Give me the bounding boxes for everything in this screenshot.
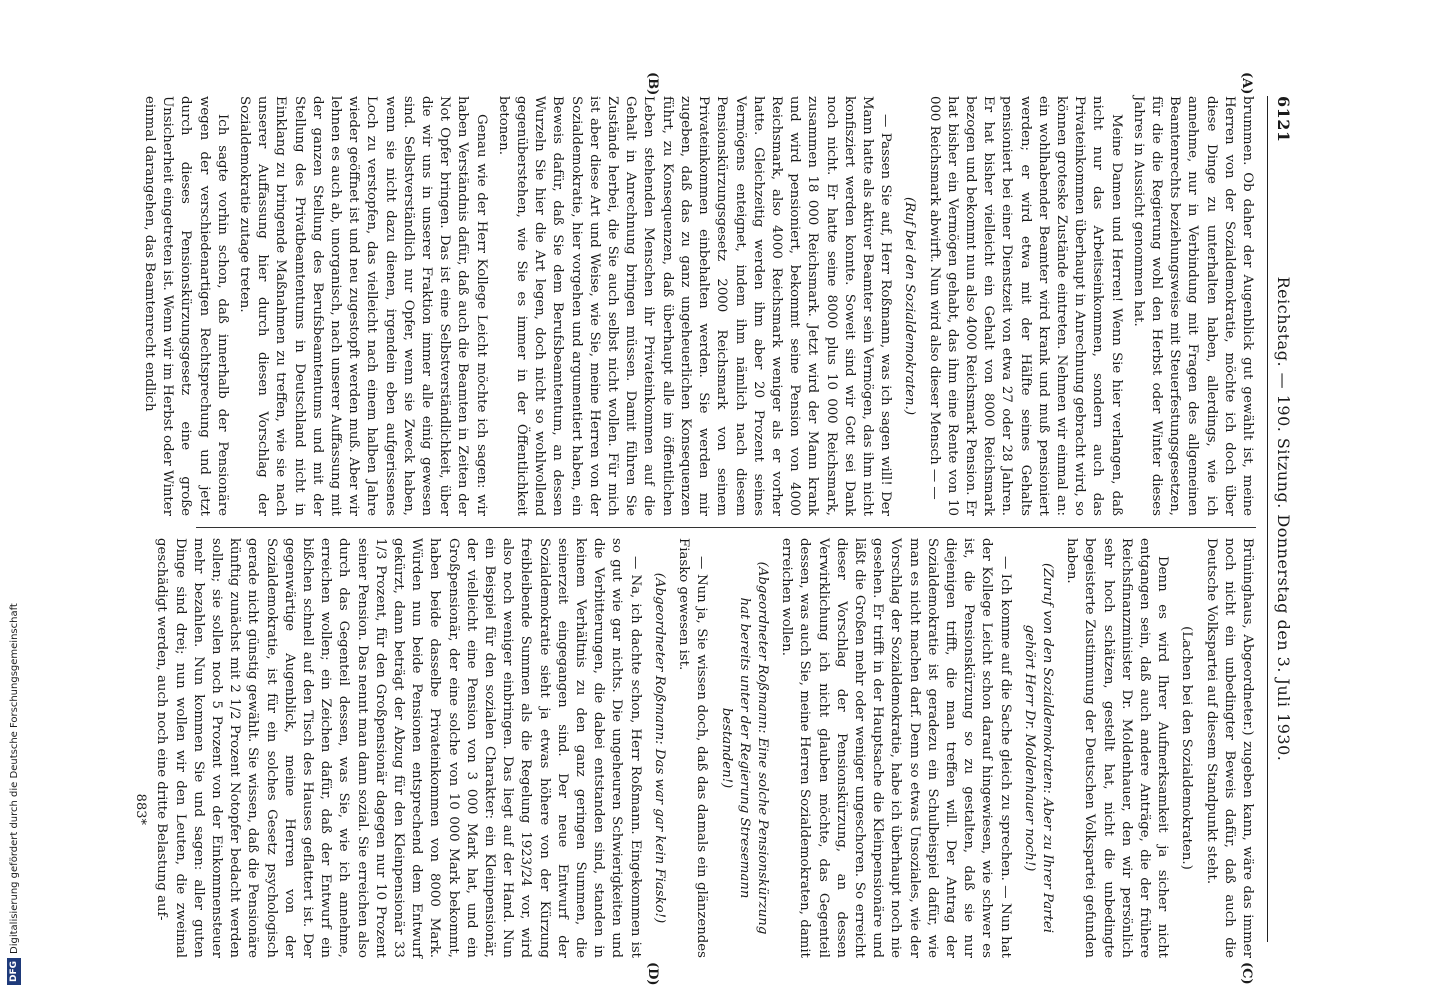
paragraph: Meine Damen und Herren! Wenn Sie hier verlangen, daß nicht nur das Arbeitseinkommen, sondern auch das Privateinkommen überhaupt in Anrechnung gebracht wird, so können groteske Zustände eintreten. Nehmen wir einmal an: ein wohlhabender Beamter wird krank und muß pensioniert werden; er wird etwa mit der Hälfte seines Gehalts pensioniert bei einer Dienstzeit von etwa 27 oder 28 Jahren. Er hat bisher vielleicht ein Gehalt von 8000 Reichsmark bezogen und bekommt nun also 4000 Reichsmark Pension. Er hat bisher ein Vermögen gehabt, das ihm eine Rente von 10 000 Reichsmark abwirft. Nun wird also dieser Mensch — — xyxy=(926,96,1124,516)
interjection-note: (Abgeordneter Roßmann: Eine solche Pensionskürzung hat bereits unter der Regierung Stresemann bestanden!) xyxy=(718,561,770,935)
paragraph: — Nun ja, Sie wissen doch, daß das damals ein glänzendes Fiasko gewesen ist. xyxy=(676,538,710,958)
digitization-credit xyxy=(0,0,22,1000)
header-page-number: 6121 xyxy=(1274,96,1293,143)
interjection-note: (Abgeordneter Roßmann: Das war gar kein Fiasko!) xyxy=(651,572,667,924)
paragraph: Genau wie der Herr Kollege Leicht möchte ich sagen: wir haben Verständnis dafür, daß auch die Beamten in Zeiten der Not Opfer bringen. Das ist eine Selbstverständlichkeit, über die wir uns in unserer Fraktion immer alle einig gewesen sind. Selbstverständlich nur Opfer, wenn sie Zweck haben, wenn sie nicht dazu dienen, irgendein eben aufgerissenes Loch zu verstopfen, das vielleicht nach einem halben Jahre wieder geöffnet ist und neu zugestopft werden muß. Aber wir lehnen es auch ab, unorganisch, nach unserer Auffassung mit der ganzen Stellung des Berufsbeamtentums und mit der Stellung des Privatbeamtentums in Deutschland nicht in Einklang zu bringende Maßnahmen zu treffen, wie sie nach unserer Auffassung hier durch diesen Vorschlag der Sozialdemokratie zutage treten. xyxy=(237,96,489,516)
margin-mark-c: (C) xyxy=(1239,962,1254,985)
margin-mark-d: (D) xyxy=(645,962,660,986)
margin-mark-b: (B) xyxy=(645,72,660,96)
column-divider xyxy=(196,527,1256,528)
paragraph: brummen. Ob daher der Augenblick gut gewählt ist, meine Herren von der Sozialdemokratie, möchte ich doch über diese Dinge zu unterhalten haben, allerdings, wie ich annehme, nur in Verbindung mit Fragen des allgemeinen Beamtenrechts beziehungsweise mit Steuerfestungsgesetzen, für die die Regierung wohl den Herbst oder Winter dieses Jahres in Aussicht genommen hat. xyxy=(1130,96,1255,516)
paragraph: (Lachen bei den Sozialdemokraten.) xyxy=(1179,626,1195,870)
paragraph: Denn es wird Ihrer Aufmerksamkeit ja sicher nicht entgangen sein, daß auch andere Anträge, die der frühere Reichsfinanzminister Dr. Moldenhauer, den wir persönlich sehr hoch schätzen, gestellt hat, nicht die unbedingte begeisterte Zustimmung der Deutschen Volkspartei gefunden haben. xyxy=(1064,538,1171,958)
interjection-note: (Ruf bei den Sozialdemokraten.) xyxy=(902,196,918,416)
paragraph: Brüninghaus, Abgeordneter.) zugeben kann, wäre das immer noch nicht ein unbedingter Beweis dafür, daß auch die Deutsche Volkspartei auf diesem Standpunkt steht. xyxy=(1203,538,1255,958)
paragraph: — Ich komme auf die Sache gleich zu sprechen. — Nun hat der Kollege Leicht schon darauf hingewiesen, wie schwer es ist, die Pensionskürzung so zu gestalten, daß sie nur diejenigen trifft, die man treffen will. Der Antrag der Sozialdemokratie ist geradezu ein Schulbeispiel dafür, wie man es nicht machen darf. Denn so etwas Unsoziales, wie der Vorschlag der Sozialdemokratie, habe ich überhaupt noch nie gesehen. Er trifft in der Hauptsache die Kleinpensionäre und läßt die Großen mehr oder weniger ungeschoren. So erreicht dieser Vorschlag der Pensionskürzung, an dessen Verwirklichung ich nicht glauben möchte, das Gegenteil dessen, was auch Sie, meine Herren Sozialdemokraten, damit erreichen wollen. xyxy=(779,538,1013,958)
paragraph: — Na, ich dachte schon, Herr Roßmann. Eingekommen ist so gut wie gar nichts. Die ungeheuren Schwierigkeiten und die Verbitterungen, die dabei entstanden sind, standen in keinem Verhältnis zu den ganz geringen Summen, die seinerzeit eingegangen sind. Der neue Entwurf der Sozialdemokratie sieht ja etwas höhere von der Kürzung freibleibende Summen als die Regelung 1923/24 vor, wird also noch weniger einbringen. Das liegt auf der Hand. Nun ein Beispiel für den sozialen Charakter: ein Kleinpensionär, der vielleicht eine Pension von 3 000 Mark hat, und ein Großpensionär, der eine solche von 10 000 Mark bekommt, haben beide dasselbe Privateinkommen von 8000 Mark. Würden nun beide Pensionen entsprechend dem Entwurf gekürzt, dann beträgt der Abzug für den Kleinpensionär 33 1/3 Prozent, für den Großpensionär dagegen nur 10 Prozent seiner Pension. Das nennt man dann sozial. Sie erreichen also durch das Gegenteil dessen, was Sie, wie ich annehme, erreichen wollen; ein Zeichen dafür, daß der Entwurf ein bißchen schnell auf den Tisch des Hauses geflattert ist. Der gegenwärtige Augenblick, meine Herren von der Sozialdemokratie, ist für ein solches Gesetz psychologisch gerade nicht günstig gewählt. Sie wissen, daß die Pensionäre künftig zunächst mit 2 1/2 Prozent Notopfer bedacht werden sollen; sie sollen noch 5 Prozent von der Einkommensteuer mehr bezahlen. Nun kommen Sie und sagen: aller guten Dinge sind drei; nun wollen wir den Leuten, die zweimal geschädigt werden, auch noch eine dritte Belastung auf- xyxy=(154,538,643,958)
interjection-note: (Zuruf von den Sozialdemokraten: Aber zu Ihrer Partei gehört Herr Dr. Moldenhauer noch!) xyxy=(1021,563,1055,933)
text-column-right xyxy=(154,538,1256,958)
paragraph: — Passen Sie auf, Herr Roßmann, was ich sagen will! Der Mann hatte als aktiver Beamter sein Vermögen, das ihm nicht konfisziert werden konnte. Soweit sind wir Gott sei Dank noch nicht. Er hatte seine 8000 plus 10 000 Reichsmark, zusammen 18 000 Reichsmark. Jetzt wird der Mann krank und wird pensioniert, bekommt seine Pension von 4000 Reichsmark, also 4000 Reichsmark weniger als er vorher hatte. Gleichzeitig werden ihm aber 20 Prozent seines Vermögens enteignet, indem ihm nämlich nach diesem Pensionskürzungsgesetz 2000 Reichsmark von seinem Privateinkommen einbehalten werden. Sie werden mir zugeben, daß das zu ganz ungeheuerlichen Konsequenzen führt, zu Konsequenzen, daß überhaupt alle im öffentlichen Leben stehenden Menschen ihr Privateinkommen auf die Gehalt in Anrechnung bringen müssen. Damit führen Sie Zustände herbei, die Sie auch selbst nicht wollen. Für mich ist aber diese Art und Weise, wie Sie, meine Herren von der Sozialdemokratie, hier vorgehen und argumentiert haben, ein Beweis dafür, daß Sie dem Berufsbeamtentum, an dessen Wurzeln Sie hier die Art legen, doch nicht so wohlwollend gegenüberstehen, wie Sie es immer in der Öffentlichkeit betonen. xyxy=(495,96,894,516)
scanned-page xyxy=(60,0,1360,1000)
page-footer-number: 883* xyxy=(133,793,148,825)
page-header xyxy=(1267,96,1302,942)
dfg-logo: DFG xyxy=(7,958,21,985)
header-title: Reichstag. — 190. Sitzung. Donnerstag den 3. Juli 1930. xyxy=(1274,276,1293,762)
margin-mark-a: (A) xyxy=(1239,72,1254,95)
credit-text: Digitalisierung gefördert durch die Deutsche Forschungsgemeinschaft xyxy=(9,603,20,954)
paragraph: Ich sagte vorhin schon, daß innerhalb der Pensionäre wegen der verschiedenartigen Rechtsprechung und jetzt durch dieses Pensionskürzungsgesetz eine große Unsicherheit eingetreten ist. Wenn wir im Herbst oder Winter einmal darangehen, das Beamtenrecht endlich xyxy=(142,96,230,516)
text-column-left xyxy=(142,96,1256,516)
